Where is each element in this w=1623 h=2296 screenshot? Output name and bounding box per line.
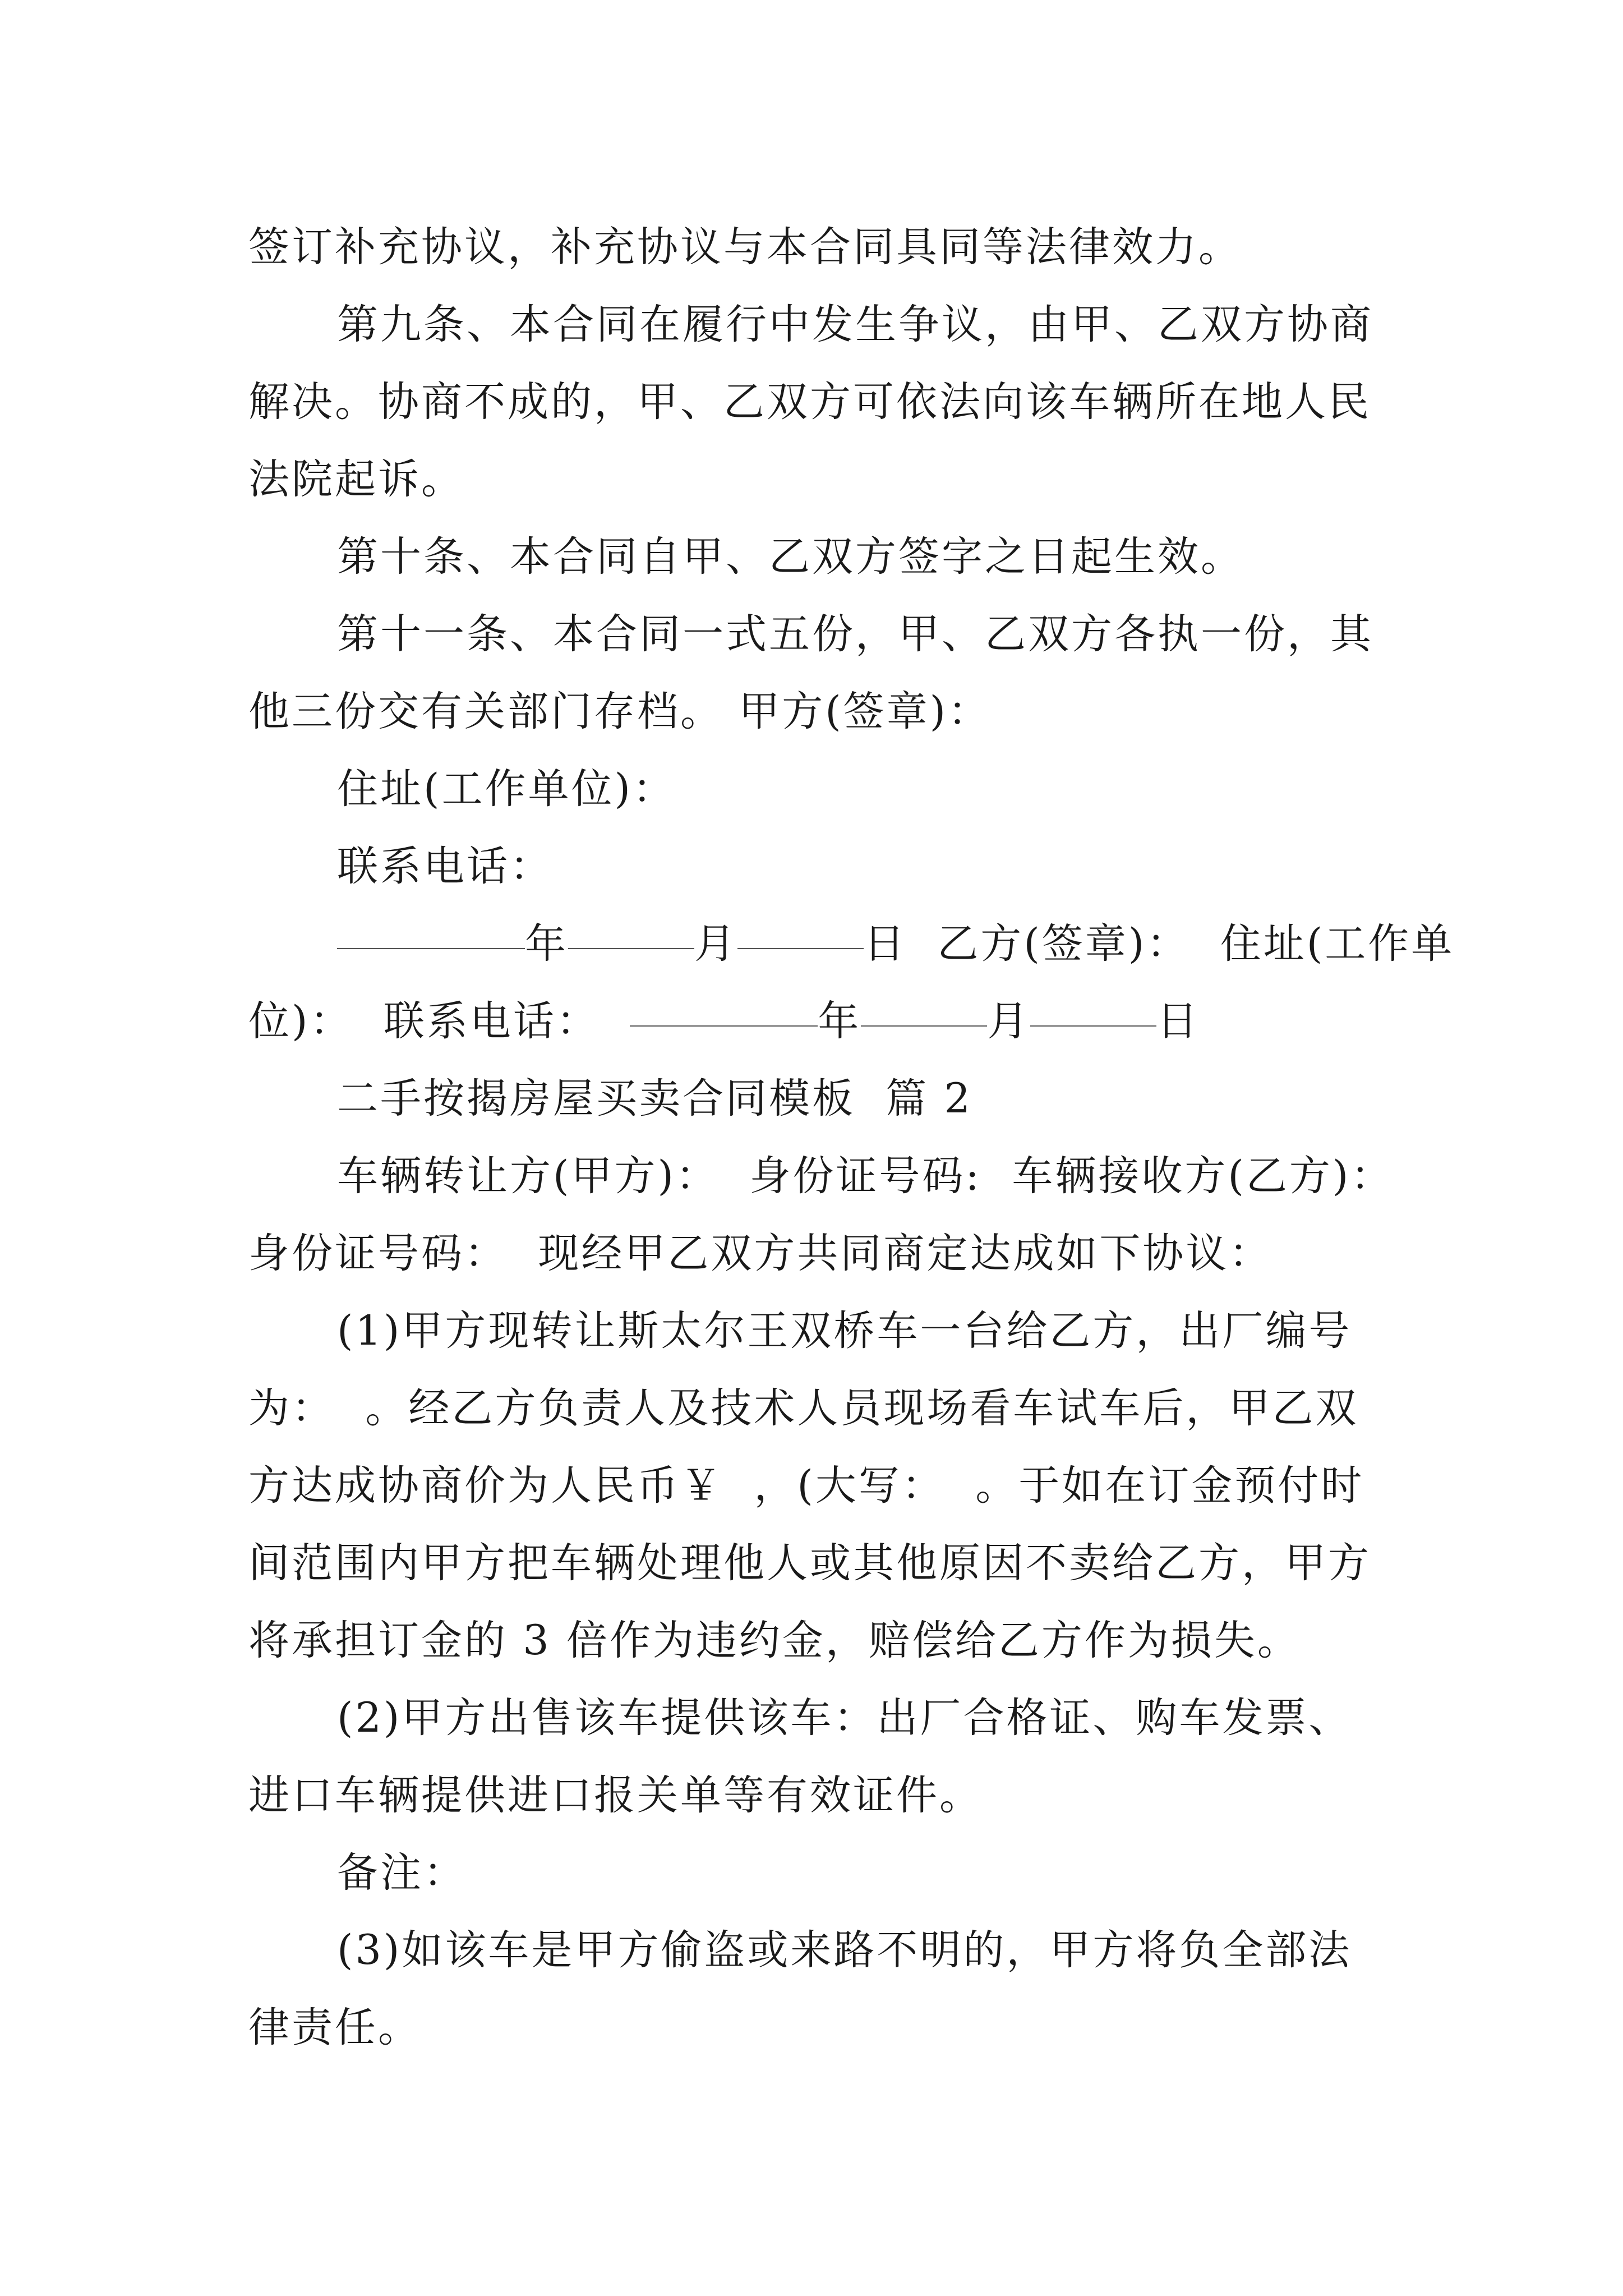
text-line: 身份证号码： 现经甲乙双方共同商定达成如下协议： (248, 1230, 1272, 1277)
blank-field (861, 1025, 987, 1027)
blank-field (337, 948, 525, 949)
signature-text: 日 乙方(签章)： 住址(工作单 (864, 920, 1455, 968)
month-label: 月 (694, 920, 737, 968)
day-label: 日 (1156, 997, 1200, 1045)
text-line: 联系电话： (337, 843, 553, 890)
blank-field (1030, 1025, 1156, 1027)
blank-field (630, 1025, 818, 1027)
text-line: 进口车辆提供进口报关单等有效证件。 (248, 1772, 983, 1819)
document-page (248, 209, 1455, 2067)
blank-field (568, 948, 694, 949)
signature-line (248, 983, 1443, 1060)
text-line: 第十条、本合同自甲、乙双方签字之日起生效。 (337, 533, 1244, 581)
text-line: 住址(工作单位)： (337, 765, 676, 813)
year-label: 年 (818, 997, 861, 1045)
text-line: 车辆转让方(甲方)： 身份证号码: 车辆接收方(乙方)： (337, 1152, 1394, 1200)
text-line: 备注： (337, 1849, 467, 1897)
text-line: 间范围内甲方把车辆处理他人或其他原因不卖给乙方，甲方 (248, 1539, 1371, 1587)
text-line: 为： 。经乙方负责人及技术人员现场看车试车后，甲乙双 (248, 1384, 1359, 1432)
text-line: 第十一条、本合同一式五份，甲、乙双方各执一份，其 (337, 610, 1373, 658)
text-line: 签订补充协议，补充协议与本合同具同等法律效力。 (248, 223, 1242, 271)
text-line: 律责任。 (248, 2004, 421, 2051)
blank-field (737, 948, 864, 949)
text-line: 第九条、本合同在履行中发生争议，由甲、乙双方协商 (337, 301, 1373, 348)
text-line: 将承担订金的 3 倍作为违约金，赔偿给乙方作为损失。 (248, 1617, 1301, 1664)
text-line: 解决。协商不成的，甲、乙双方可依法向该车辆所在地人民 (248, 378, 1371, 426)
text-line: (2)甲方出售该车提供该车：出厂合格证、购车发票、 (337, 1694, 1352, 1742)
section-heading: 二手按揭房屋买卖合同模板 篇 2 (337, 1075, 973, 1122)
year-label: 年 (525, 920, 568, 968)
text-line: 法院起诉。 (248, 455, 464, 503)
signature-line (248, 905, 1455, 983)
text-line: 方达成协商价为人民币￥ ，(大写： 。于如在订金预付时 (248, 1462, 1364, 1510)
text-line: 他三份交有关部门存档。 甲方(签章)： (248, 688, 992, 735)
text-line: (3)如该车是甲方偷盗或来路不明的，甲方将负全部法 (337, 1926, 1352, 1974)
month-label: 月 (987, 997, 1031, 1045)
signature-text: 位)： 联系电话： (248, 997, 630, 1045)
text-line: (1)甲方现转让斯太尔王双桥车一台给乙方，出厂编号 (337, 1307, 1352, 1355)
